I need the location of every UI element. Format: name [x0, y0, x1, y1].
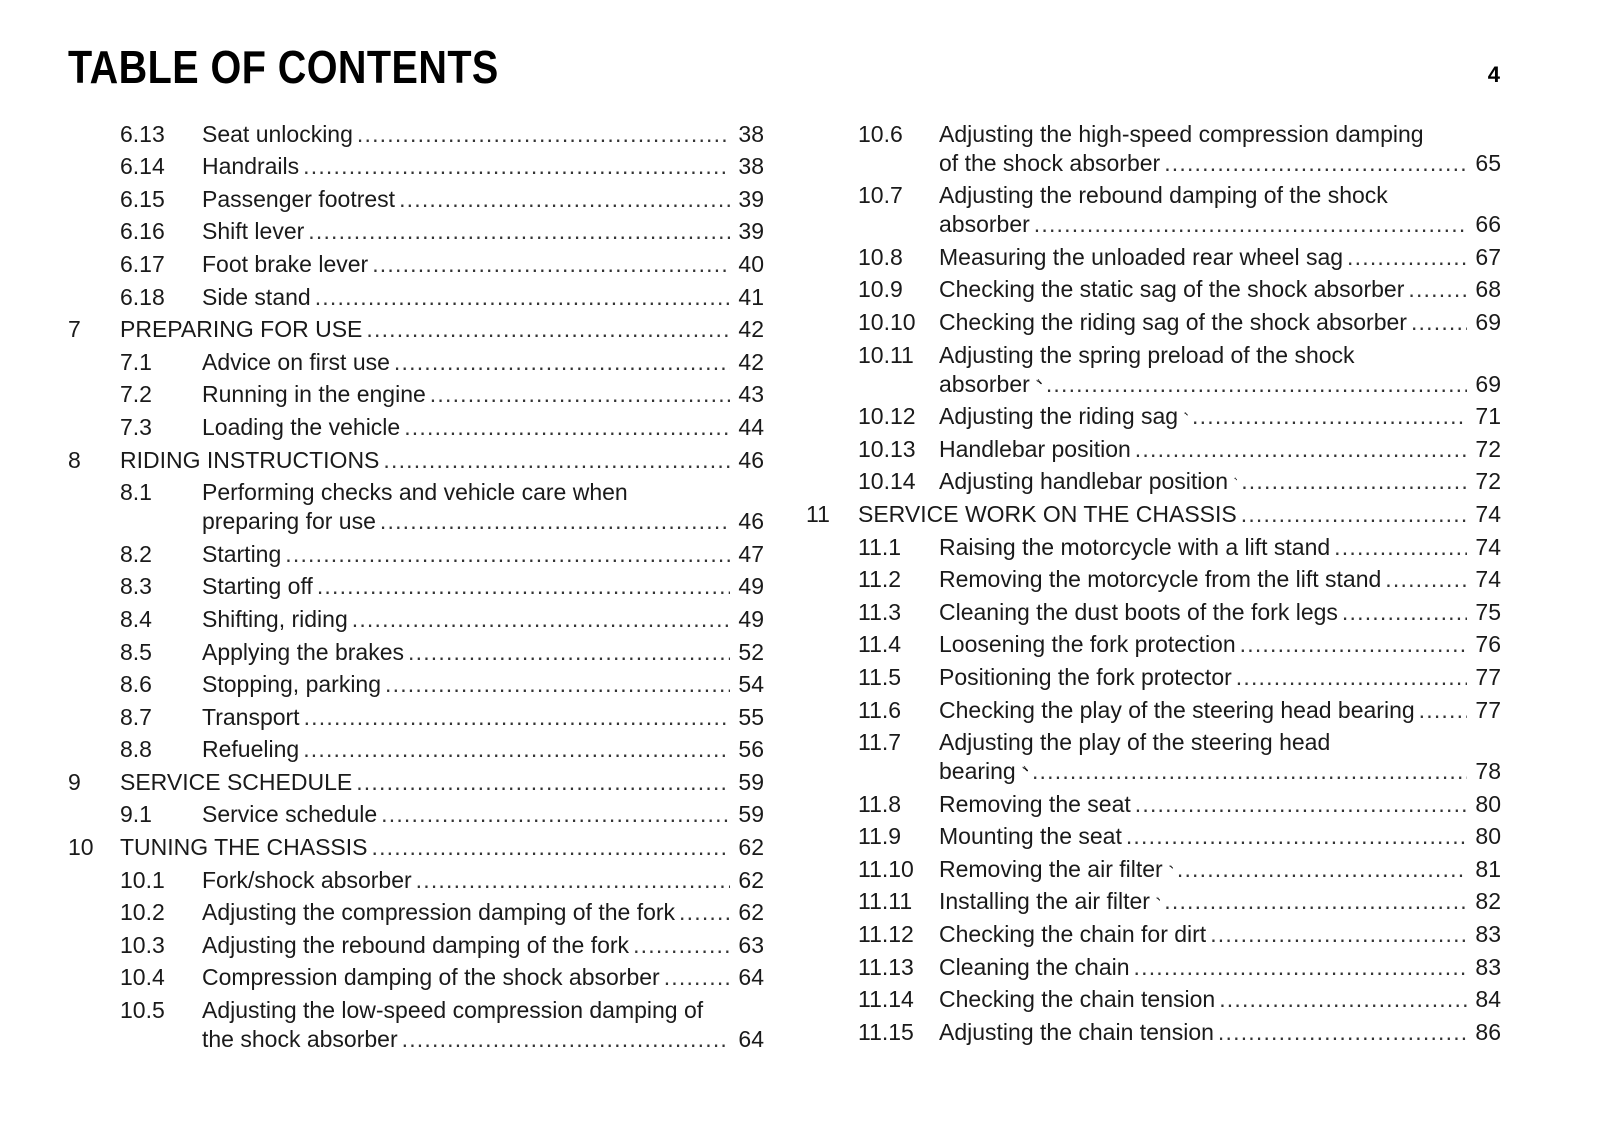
section-number: 11.9 [858, 823, 902, 850]
dot-leader [285, 540, 730, 569]
section-title: Side stand [202, 283, 311, 310]
section-number: 11.6 [858, 696, 902, 723]
section-title: Foot brake lever [202, 250, 369, 277]
page-title: TABLE OF CONTENTS [68, 41, 499, 93]
page-reference[interactable]: 47 [738, 540, 764, 567]
section-title: Measuring the unloaded rear wheel sag [939, 243, 1344, 270]
section-title: SERVICE SCHEDULE [120, 768, 353, 795]
section-title: Adjusting the chain tension [939, 1018, 1214, 1045]
dot-leader [1164, 887, 1467, 916]
toc-section-entry[interactable] [68, 181, 764, 214]
dot-leader [1385, 565, 1467, 594]
toc-section-entry[interactable] [806, 627, 1501, 660]
toc-section-entry[interactable] [806, 562, 1501, 595]
section-title: SERVICE WORK ON THE CHASSIS [858, 500, 1237, 527]
section-title: of the shock absorber [939, 149, 1161, 176]
page-reference[interactable]: 62 [738, 834, 764, 861]
section-number: 8.1 [120, 479, 152, 506]
toc-section-entry[interactable] [68, 634, 764, 667]
section-number: 10.1 [120, 866, 165, 893]
section-number: 10.13 [858, 435, 916, 462]
section-title: Loading the vehicle [202, 413, 401, 440]
page-number: 4 [1487, 62, 1500, 87]
toc-section-entry[interactable] [806, 949, 1501, 982]
page-reference[interactable]: 69 [1475, 370, 1501, 397]
section-number: 11.10 [858, 855, 914, 882]
toc-section-entry[interactable] [68, 667, 764, 700]
page-reference[interactable]: 38 [738, 153, 764, 180]
page-reference[interactable]: 46 [738, 446, 764, 473]
section-title: Checking the chain for dirt [939, 921, 1207, 948]
page-reference[interactable]: 52 [738, 638, 764, 665]
dot-leader [1219, 985, 1467, 1014]
section-title: Starting off [202, 573, 313, 600]
section-title: bearing [939, 758, 1016, 785]
toc-section-entry[interactable] [806, 239, 1501, 272]
toc-section-entry[interactable] [68, 536, 764, 569]
section-title: Service schedule [202, 801, 378, 828]
page-reference[interactable]: 44 [738, 413, 764, 440]
toc-section-entry[interactable] [68, 475, 764, 537]
section-number: 8.3 [120, 573, 152, 600]
page-reference[interactable]: 64 [738, 1026, 764, 1053]
page-reference[interactable]: 49 [738, 573, 764, 600]
dot-leader [408, 638, 730, 667]
section-title: Starting [202, 540, 282, 567]
section-number: 7.3 [120, 413, 152, 440]
section-number: 6.17 [120, 250, 165, 277]
section-number: 11.15 [858, 1018, 914, 1045]
section-number: 11.12 [858, 921, 914, 948]
toc-section-entry[interactable] [806, 337, 1501, 399]
toc-section-entry[interactable] [806, 1014, 1501, 1047]
dot-leader [304, 703, 730, 732]
dot-leader [679, 898, 730, 927]
toc-chapter-entry[interactable] [806, 496, 1501, 529]
section-title: Mounting the seat [939, 823, 1122, 850]
dot-leader [664, 963, 730, 992]
toc-section-entry[interactable] [68, 409, 764, 442]
dot-leader [1210, 920, 1467, 949]
section-number: 10.2 [120, 899, 165, 926]
section-title: Refueling [202, 736, 300, 763]
section-number: 11.5 [858, 663, 902, 690]
dot-leader [383, 446, 730, 475]
section-number: 6.16 [120, 218, 165, 245]
toc-section-entry[interactable] [806, 116, 1501, 178]
section-title: preparing for use [202, 508, 376, 535]
toc-section-entry[interactable] [68, 569, 764, 602]
page-reference[interactable]: 40 [738, 250, 764, 277]
toc-section-entry[interactable] [806, 659, 1501, 692]
page-reference[interactable]: 39 [738, 185, 764, 212]
page-reference[interactable]: 56 [738, 736, 764, 763]
section-number: 7 [68, 316, 81, 343]
dot-leader [372, 250, 730, 279]
toc-section-entry[interactable] [68, 344, 764, 377]
section-title: absorber [939, 211, 1030, 238]
toc-section-entry[interactable] [68, 927, 764, 960]
section-title: Seat unlocking [202, 120, 353, 147]
section-number: 8.6 [120, 671, 152, 698]
page-reference[interactable]: 59 [738, 801, 764, 828]
dot-leader [1236, 663, 1467, 692]
dot-leader [357, 120, 730, 149]
section-title: Fork/shock absorber [202, 866, 412, 893]
dot-leader [315, 283, 730, 312]
section-title: Performing checks and vehicle care when [202, 479, 628, 506]
toc-chapter-entry[interactable] [68, 764, 764, 797]
section-number: 11 [806, 500, 830, 527]
section-title: Checking the chain tension [939, 986, 1216, 1013]
page-reference[interactable]: 82 [1475, 888, 1501, 915]
page-reference[interactable]: 38 [738, 120, 764, 147]
dot-leader [303, 735, 730, 764]
page-reference[interactable]: 83 [1475, 953, 1501, 980]
section-title: Raising the motorcycle with a lift stand [939, 533, 1331, 560]
toc-section-entry[interactable] [806, 178, 1501, 240]
section-title: Adjusting the play of the steering head [939, 729, 1331, 756]
dot-leader [308, 217, 730, 246]
wrench-icon [1234, 469, 1237, 489]
section-title: Checking the static sag of the shock absorber [939, 276, 1405, 303]
section-number: 8.2 [120, 540, 152, 567]
dot-leader [1419, 696, 1467, 725]
toc-chapter-entry[interactable] [68, 829, 764, 862]
page-reference[interactable]: 75 [1475, 598, 1501, 625]
dot-leader [1034, 210, 1467, 239]
dot-leader [1218, 1018, 1467, 1047]
wrench-icon [1184, 404, 1188, 424]
section-number: 6.15 [120, 185, 165, 212]
dot-leader [352, 605, 730, 634]
section-number: 10.3 [120, 931, 165, 958]
section-title: Adjusting the riding sag [939, 403, 1179, 430]
section-title: Passenger footrest [202, 185, 396, 212]
toc-section-entry[interactable] [806, 819, 1501, 852]
section-title: Adjusting the compression damping of the fork [202, 899, 676, 926]
section-title: Positioning the fork protector [939, 663, 1232, 690]
section-number: 10.11 [858, 341, 914, 368]
section-number: 8.5 [120, 638, 152, 665]
toc-section-entry[interactable] [806, 399, 1501, 432]
page-reference[interactable]: 72 [1475, 468, 1501, 495]
page-reference[interactable]: 77 [1475, 696, 1501, 723]
dot-leader [385, 670, 730, 699]
section-title: Cleaning the chain [939, 953, 1130, 980]
section-title: Stopping, parking [202, 671, 382, 698]
toc-section-entry[interactable] [806, 529, 1501, 562]
section-number: 7.1 [120, 348, 152, 375]
toc-section-entry[interactable] [68, 699, 764, 732]
page-reference[interactable]: 69 [1475, 308, 1501, 335]
dot-leader [372, 833, 731, 862]
page-reference[interactable]: 62 [738, 899, 764, 926]
section-number: 11.2 [858, 566, 902, 593]
dot-leader [1408, 275, 1467, 304]
section-number: 11.13 [858, 953, 914, 980]
section-number: 7.2 [120, 381, 152, 408]
dot-leader [1334, 533, 1467, 562]
section-title: Removing the motorcycle from the lift stand [939, 566, 1382, 593]
section-title: RIDING INSTRUCTIONS [120, 446, 380, 473]
toc-section-entry[interactable] [68, 992, 764, 1054]
dot-leader [404, 413, 730, 442]
toc-section-entry[interactable] [806, 272, 1501, 305]
page-reference[interactable]: 77 [1475, 663, 1501, 690]
section-title: Transport [202, 703, 300, 730]
toc-section-entry[interactable] [806, 851, 1501, 884]
section-title: Adjusting the low-speed compression damping of [202, 997, 704, 1024]
dot-leader [416, 866, 730, 895]
dot-leader [380, 507, 730, 536]
toc-section-entry[interactable] [806, 884, 1501, 917]
section-number: 6.13 [120, 120, 165, 147]
dot-leader [394, 348, 730, 377]
wrench-icon [1022, 759, 1028, 779]
toc-chapter-entry[interactable] [68, 442, 764, 475]
toc-section-entry[interactable] [806, 725, 1501, 787]
section-number: 11.8 [858, 790, 902, 817]
page-reference[interactable]: 55 [738, 703, 764, 730]
section-number: 8.7 [120, 703, 152, 730]
section-title: Checking the play of the steering head bearing [939, 696, 1415, 723]
section-number: 10.12 [858, 403, 916, 430]
toc-section-entry[interactable] [68, 246, 764, 279]
section-title: Running in the engine [202, 381, 426, 408]
toc-section-entry[interactable] [68, 797, 764, 830]
section-title: Adjusting the rebound damping of the fork [202, 931, 630, 958]
section-title: Adjusting the high-speed compression damping [939, 120, 1424, 147]
wrench-icon [1036, 372, 1042, 392]
section-title: Adjusting the rebound damping of the shock [939, 182, 1388, 209]
dot-leader [1126, 822, 1467, 851]
toc-section-entry[interactable] [806, 786, 1501, 819]
section-title: Removing the seat [939, 790, 1131, 817]
dot-leader [430, 380, 730, 409]
section-number: 11.4 [858, 631, 902, 658]
page-reference[interactable]: 74 [1475, 533, 1501, 560]
dot-leader [402, 1025, 730, 1054]
dot-leader [1347, 243, 1467, 272]
wrench-icon [1156, 889, 1160, 909]
page-reference[interactable]: 65 [1475, 149, 1501, 176]
dot-leader [1164, 149, 1467, 178]
section-title: Handlebar position [939, 435, 1131, 462]
section-title: TUNING THE CHASSIS [120, 834, 368, 861]
section-number: 11.1 [858, 533, 902, 560]
page-reference[interactable]: 64 [738, 964, 764, 991]
section-number: 10.10 [858, 308, 916, 335]
section-number: 11.7 [858, 729, 902, 756]
section-number: 10.14 [858, 468, 916, 495]
page-reference[interactable]: 42 [738, 348, 764, 375]
dot-leader [1241, 467, 1467, 496]
toc-section-entry[interactable] [68, 149, 764, 182]
page-reference[interactable]: 76 [1475, 631, 1501, 658]
toc-section-entry[interactable] [806, 594, 1501, 627]
page-reference[interactable]: 74 [1475, 500, 1501, 527]
page-reference[interactable]: 63 [738, 931, 764, 958]
section-title: absorber [939, 370, 1030, 397]
section-number: 6.18 [120, 283, 165, 310]
page-reference[interactable]: 43 [738, 381, 764, 408]
page-reference[interactable]: 66 [1475, 211, 1501, 238]
section-title: Cleaning the dust boots of the fork legs [939, 598, 1338, 625]
dot-leader [1411, 308, 1467, 337]
section-title: Installing the air filter [939, 888, 1150, 915]
dot-leader [1134, 953, 1467, 982]
dot-leader [1032, 757, 1467, 786]
page-reference[interactable]: 84 [1475, 986, 1501, 1013]
section-title: Shift lever [202, 218, 305, 245]
section-title: Advice on first use [202, 348, 390, 375]
page-reference[interactable]: 54 [738, 671, 764, 698]
page-reference[interactable]: 83 [1475, 921, 1501, 948]
dot-leader [366, 315, 730, 344]
page-reference[interactable]: 68 [1475, 276, 1501, 303]
section-number: 10 [68, 834, 94, 861]
dot-leader [1135, 790, 1467, 819]
toc-section-entry[interactable] [68, 279, 764, 312]
section-title: Checking the riding sag of the shock absorber [939, 308, 1407, 335]
section-title: Applying the brakes [202, 638, 405, 665]
section-number: 9 [68, 768, 81, 795]
section-number: 9.1 [120, 801, 152, 828]
section-number: 6.14 [120, 153, 165, 180]
dot-leader [1241, 500, 1467, 529]
page-reference[interactable]: 86 [1475, 1018, 1501, 1045]
dot-leader [1046, 370, 1467, 399]
dot-leader [381, 800, 730, 829]
page-reference[interactable]: 41 [738, 283, 764, 310]
toc-section-entry[interactable] [68, 214, 764, 247]
toc-left-column [68, 116, 764, 1054]
page-reference[interactable]: 67 [1475, 243, 1501, 270]
dot-leader [399, 185, 730, 214]
section-title: Compression damping of the shock absorber [202, 964, 660, 991]
section-number: 10.5 [120, 997, 165, 1024]
dot-leader [1135, 435, 1467, 464]
toc-section-entry[interactable] [68, 732, 764, 765]
section-number: 10.9 [858, 276, 903, 303]
section-number: 10.7 [858, 182, 903, 209]
page-reference[interactable]: 49 [738, 605, 764, 632]
section-number: 8.4 [120, 605, 152, 632]
dot-leader [1240, 630, 1467, 659]
section-title: Shifting, riding [202, 605, 348, 632]
page-reference[interactable]: 46 [738, 508, 764, 535]
section-title: Removing the air filter [939, 855, 1163, 882]
page-reference[interactable]: 78 [1475, 758, 1501, 785]
toc-section-entry[interactable] [68, 377, 764, 410]
wrench-icon [1169, 857, 1173, 877]
page-reference[interactable]: 74 [1475, 566, 1501, 593]
page-reference[interactable]: 42 [738, 316, 764, 343]
toc-section-entry[interactable] [806, 431, 1501, 464]
page-reference[interactable]: 80 [1475, 790, 1501, 817]
section-title: Adjusting handlebar position [939, 468, 1228, 495]
dot-leader [317, 572, 730, 601]
page-reference[interactable]: 80 [1475, 823, 1501, 850]
toc-section-entry[interactable] [806, 304, 1501, 337]
section-number: 10.8 [858, 243, 903, 270]
page-reference[interactable]: 72 [1475, 435, 1501, 462]
dot-leader [1177, 855, 1467, 884]
dot-leader [633, 931, 730, 960]
dot-leader [1192, 402, 1467, 431]
dot-leader [356, 768, 730, 797]
section-title: Loosening the fork protection [939, 631, 1236, 658]
section-title: the shock absorber [202, 1026, 398, 1053]
toc-section-entry[interactable] [806, 692, 1501, 725]
page-reference[interactable]: 39 [738, 218, 764, 245]
dot-leader [1342, 598, 1467, 627]
toc-section-entry[interactable] [68, 116, 764, 149]
section-number: 11.14 [858, 986, 914, 1013]
section-number: 8.8 [120, 736, 152, 763]
toc-section-entry[interactable] [68, 960, 764, 993]
section-number: 10.6 [858, 120, 903, 147]
section-number: 11.11 [858, 888, 913, 915]
page-reference[interactable]: 62 [738, 866, 764, 893]
page-reference[interactable]: 59 [738, 768, 764, 795]
section-number: 8 [68, 446, 81, 473]
toc-section-entry[interactable] [806, 982, 1501, 1015]
toc-section-entry[interactable] [806, 464, 1501, 497]
page-reference[interactable]: 81 [1475, 855, 1501, 882]
toc-right-column [806, 116, 1501, 1047]
section-title: Handrails [202, 153, 300, 180]
page-reference[interactable]: 71 [1475, 403, 1501, 430]
section-number: 10.4 [120, 964, 165, 991]
section-title: PREPARING FOR USE [120, 316, 363, 343]
toc-section-entry[interactable] [68, 895, 764, 928]
toc-section-entry[interactable] [806, 916, 1501, 949]
toc-section-entry[interactable] [68, 862, 764, 895]
toc-chapter-entry[interactable] [68, 312, 764, 345]
section-number: 11.3 [858, 598, 902, 625]
toc-section-entry[interactable] [68, 601, 764, 634]
section-title: Adjusting the spring preload of the shock [939, 341, 1355, 368]
dot-leader [303, 152, 730, 181]
